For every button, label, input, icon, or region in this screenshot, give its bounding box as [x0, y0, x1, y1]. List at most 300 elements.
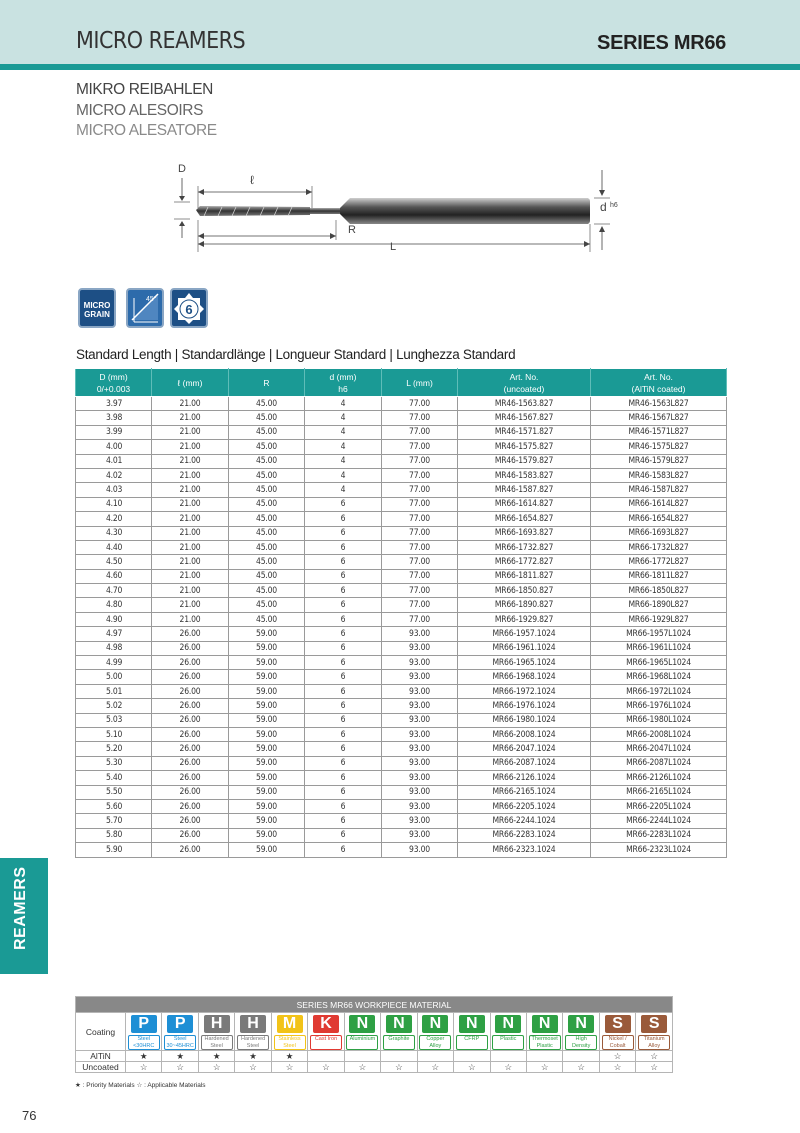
table-cell: MR46-1579L827	[591, 454, 727, 468]
label-D: D	[178, 163, 186, 175]
side-tab-label: REAMERS	[12, 866, 29, 950]
table-cell: 6	[305, 670, 382, 684]
table-cell: 5.70	[76, 814, 152, 828]
table-row	[76, 756, 727, 770]
table-cell: 77.00	[382, 468, 458, 482]
column-header-line1: L (mm)	[406, 377, 433, 388]
material-letter: N	[459, 1015, 485, 1033]
table-cell: 6	[305, 555, 382, 569]
table-cell: 59.00	[229, 727, 305, 741]
table-cell: 6	[305, 771, 382, 785]
table-cell: 5.60	[76, 799, 152, 813]
table-cell: MR66-1980.1024	[458, 713, 591, 727]
table-row	[76, 670, 727, 684]
material-cell	[599, 1013, 635, 1051]
table-cell: 4	[305, 468, 382, 482]
table-cell: 4.70	[76, 584, 152, 598]
table-cell: 59.00	[229, 670, 305, 684]
column-header	[152, 369, 229, 397]
table-cell: 21.00	[152, 440, 229, 454]
table-cell: 93.00	[382, 670, 458, 684]
table-cell: 5.80	[76, 828, 152, 842]
material-letter: N	[532, 1015, 558, 1033]
column-header	[458, 369, 591, 397]
table-cell: 6	[305, 713, 382, 727]
material-name: Titanium Alloy	[638, 1035, 670, 1050]
table-cell: 93.00	[382, 742, 458, 756]
table-cell: 93.00	[382, 684, 458, 698]
table-cell: MR66-1968.1024	[458, 670, 591, 684]
table-cell: 6	[305, 598, 382, 612]
table-cell: 21.00	[152, 555, 229, 569]
material-name: Cast Iron	[310, 1035, 342, 1050]
micro-grain-icon-text: MICRO GRAIN	[83, 301, 111, 319]
table-cell: MR66-1732.827	[458, 540, 591, 554]
table-cell: MR66-1890.827	[458, 598, 591, 612]
table-cell: 6	[305, 799, 382, 813]
table-cell: 93.00	[382, 828, 458, 842]
table-cell: 4.99	[76, 656, 152, 670]
table-cell: 6	[305, 814, 382, 828]
table-cell: 45.00	[229, 483, 305, 497]
table-cell: MR66-1972L1024	[591, 684, 727, 698]
table-cell: 77.00	[382, 440, 458, 454]
table-cell: 93.00	[382, 713, 458, 727]
table-cell: MR66-1957L1024	[591, 627, 727, 641]
material-letter: P	[131, 1015, 157, 1033]
table-row	[76, 742, 727, 756]
table-row	[76, 684, 727, 698]
material-legend: ★ : Priority Materials ☆ : Applicable Materials	[75, 1082, 206, 1089]
table-cell: 5.30	[76, 756, 152, 770]
table-cell: MR46-1583L827	[591, 468, 727, 482]
material-name: Plastic	[492, 1035, 524, 1050]
material-cell	[526, 1013, 562, 1051]
table-cell: MR66-1772.827	[458, 555, 591, 569]
suitability-mark	[454, 1051, 490, 1062]
table-cell: 21.00	[152, 584, 229, 598]
table-cell: MR66-2047.1024	[458, 742, 591, 756]
table-cell: MR66-2165L1024	[591, 785, 727, 799]
table-cell: 45.00	[229, 425, 305, 439]
table-cell: 6	[305, 843, 382, 857]
column-header-line2: (AlTiN coated)	[631, 383, 686, 394]
table-cell: 6	[305, 526, 382, 540]
table-cell: 3.99	[76, 425, 152, 439]
table-cell: MR46-1571L827	[591, 425, 727, 439]
table-cell: 5.10	[76, 727, 152, 741]
table-cell: 93.00	[382, 727, 458, 741]
table-cell: 4.03	[76, 483, 152, 497]
suitability-mark: ☆	[599, 1051, 635, 1062]
material-letter: N	[495, 1015, 521, 1033]
table-cell: MR66-1654L827	[591, 512, 727, 526]
suitability-mark: ☆	[162, 1062, 198, 1073]
table-cell: MR66-2283L1024	[591, 828, 727, 842]
table-cell: 21.00	[152, 397, 229, 411]
material-cell	[271, 1013, 307, 1051]
suitability-mark: ☆	[526, 1062, 562, 1073]
table-cell: MR66-2205L1024	[591, 799, 727, 813]
table-cell: 26.00	[152, 828, 229, 842]
table-row	[76, 814, 727, 828]
table-cell: 21.00	[152, 468, 229, 482]
table-cell: 6	[305, 828, 382, 842]
table-row	[76, 454, 727, 468]
table-cell: 26.00	[152, 771, 229, 785]
column-header-line2: 0/+0.003	[96, 383, 131, 394]
table-cell: MR66-1976.1024	[458, 699, 591, 713]
material-letter: K	[313, 1015, 339, 1033]
table-row	[76, 799, 727, 813]
table-row	[76, 785, 727, 799]
table-cell: 4	[305, 454, 382, 468]
suitability-mark: ☆	[308, 1062, 344, 1073]
table-cell: 3.97	[76, 397, 152, 411]
table-cell: 4	[305, 425, 382, 439]
table-cell: 59.00	[229, 641, 305, 655]
suitability-mark: ★	[271, 1051, 307, 1062]
table-cell: MR66-1929L827	[591, 612, 727, 626]
material-name: Thermoset Plastic	[529, 1035, 561, 1050]
table-cell: 93.00	[382, 627, 458, 641]
coating-row-label: AlTiN	[76, 1051, 126, 1062]
subtitle-block	[76, 80, 217, 142]
suitability-mark: ☆	[126, 1062, 162, 1073]
table-cell: MR66-2008.1024	[458, 727, 591, 741]
table-cell: 21.00	[152, 598, 229, 612]
table-cell: 45.00	[229, 612, 305, 626]
suitability-mark: ☆	[563, 1062, 599, 1073]
table-cell: 59.00	[229, 713, 305, 727]
table-cell: 6	[305, 756, 382, 770]
table-cell: MR66-2244.1024	[458, 814, 591, 828]
column-header	[76, 369, 152, 397]
table-cell: 6	[305, 540, 382, 554]
table-cell: 4.02	[76, 468, 152, 482]
material-cell	[198, 1013, 234, 1051]
suitability-mark	[417, 1051, 453, 1062]
suitability-mark: ☆	[636, 1062, 673, 1073]
table-cell: 26.00	[152, 627, 229, 641]
table-cell: 45.00	[229, 584, 305, 598]
table-cell: 77.00	[382, 397, 458, 411]
table-cell: 6	[305, 627, 382, 641]
table-cell: MR66-2244L1024	[591, 814, 727, 828]
table-cell: 77.00	[382, 497, 458, 511]
table-cell: 26.00	[152, 814, 229, 828]
table-cell: 6	[305, 699, 382, 713]
table-cell: 59.00	[229, 785, 305, 799]
table-row	[76, 397, 727, 411]
table-cell: 45.00	[229, 512, 305, 526]
table-row	[76, 440, 727, 454]
table-cell: MR66-2087L1024	[591, 756, 727, 770]
table-cell: 59.00	[229, 828, 305, 842]
table-cell: 59.00	[229, 684, 305, 698]
table-row	[76, 497, 727, 511]
table-cell: 5.00	[76, 670, 152, 684]
table-cell: 21.00	[152, 497, 229, 511]
table-cell: 77.00	[382, 454, 458, 468]
table-cell: 45.00	[229, 454, 305, 468]
material-name: Steel <30HRC	[128, 1035, 160, 1050]
table-cell: MR66-1614L827	[591, 497, 727, 511]
table-cell: 45.00	[229, 411, 305, 425]
coating-label: Coating	[76, 1013, 126, 1051]
column-header-line2: (uncoated)	[503, 383, 545, 394]
table-row	[76, 411, 727, 425]
table-cell: MR66-2165.1024	[458, 785, 591, 799]
table-cell: 93.00	[382, 756, 458, 770]
material-name: Hardened Steel	[201, 1035, 233, 1050]
suitability-mark	[308, 1051, 344, 1062]
table-cell: 21.00	[152, 526, 229, 540]
table-cell: 59.00	[229, 627, 305, 641]
subtitle-french: MICRO ALESOIRS	[76, 101, 204, 119]
material-letter: P	[167, 1015, 193, 1033]
table-cell: MR66-2087.1024	[458, 756, 591, 770]
table-cell: MR66-2323.1024	[458, 843, 591, 857]
column-header-line1: d (mm)	[329, 371, 357, 382]
material-cell	[417, 1013, 453, 1051]
material-letter: H	[204, 1015, 230, 1033]
table-cell: 4.01	[76, 454, 152, 468]
table-row	[76, 843, 727, 857]
column-header-line1: D (mm)	[99, 371, 128, 382]
table-row	[76, 699, 727, 713]
material-name: Aluminium	[346, 1035, 378, 1050]
material-letter: N	[349, 1015, 375, 1033]
table-cell: 26.00	[152, 699, 229, 713]
table-row	[76, 656, 727, 670]
table-cell: MR46-1567.827	[458, 411, 591, 425]
table-cell: 6	[305, 656, 382, 670]
table-row	[76, 713, 727, 727]
material-letter: S	[641, 1015, 667, 1033]
material-name: Stainless Steel	[274, 1035, 306, 1050]
table-cell: 77.00	[382, 483, 458, 497]
coating-row	[76, 1051, 673, 1062]
table-cell: MR46-1571.827	[458, 425, 591, 439]
table-row	[76, 727, 727, 741]
suitability-mark: ★	[162, 1051, 198, 1062]
table-row	[76, 526, 727, 540]
table-cell: 4	[305, 440, 382, 454]
suitability-mark: ★	[126, 1051, 162, 1062]
table-row	[76, 468, 727, 482]
material-table-title: SERIES MR66 WORKPIECE MATERIAL	[76, 997, 673, 1013]
table-cell: MR66-2205.1024	[458, 799, 591, 813]
material-name: Steel 30~45HRC	[164, 1035, 196, 1050]
table-cell: MR66-1961.1024	[458, 641, 591, 655]
table-cell: 77.00	[382, 584, 458, 598]
table-cell: 26.00	[152, 843, 229, 857]
material-letter: N	[568, 1015, 594, 1033]
suitability-mark: ☆	[490, 1062, 526, 1073]
suitability-mark: ☆	[417, 1062, 453, 1073]
table-cell: 6	[305, 785, 382, 799]
table-cell: MR66-1965L1024	[591, 656, 727, 670]
table-cell: MR46-1575.827	[458, 440, 591, 454]
table-cell: MR66-2126L1024	[591, 771, 727, 785]
suitability-mark: ☆	[344, 1062, 380, 1073]
table-cell: 4.60	[76, 569, 152, 583]
material-cell	[126, 1013, 162, 1051]
table-cell: 26.00	[152, 641, 229, 655]
table-cell: 93.00	[382, 843, 458, 857]
table-cell: 5.90	[76, 843, 152, 857]
table-cell: 26.00	[152, 785, 229, 799]
table-cell: MR46-1587L827	[591, 483, 727, 497]
table-cell: MR66-1614.827	[458, 497, 591, 511]
suitability-mark	[381, 1051, 417, 1062]
suitability-mark	[490, 1051, 526, 1062]
table-cell: MR66-1972.1024	[458, 684, 591, 698]
material-letter: H	[240, 1015, 266, 1033]
table-cell: MR66-1957.1024	[458, 627, 591, 641]
micro-grain-icon	[78, 288, 116, 328]
table-cell: 26.00	[152, 670, 229, 684]
table-cell: 4.40	[76, 540, 152, 554]
table-cell: 4	[305, 411, 382, 425]
table-cell: MR66-1693L827	[591, 526, 727, 540]
column-header	[305, 369, 382, 397]
table-cell: MR46-1587.827	[458, 483, 591, 497]
material-name: High Density	[565, 1035, 597, 1050]
table-cell: 45.00	[229, 598, 305, 612]
column-header	[382, 369, 458, 397]
table-cell: 6	[305, 497, 382, 511]
suitability-mark: ☆	[381, 1062, 417, 1073]
six-flutes-icon	[170, 288, 208, 328]
table-cell: 59.00	[229, 843, 305, 857]
table-cell: 6	[305, 641, 382, 655]
table-cell: 77.00	[382, 512, 458, 526]
column-header-line1: Art. No.	[509, 371, 539, 382]
table-row	[76, 425, 727, 439]
spec-table-body	[76, 397, 727, 858]
table-cell: MR66-2047L1024	[591, 742, 727, 756]
table-cell: MR66-1850L827	[591, 584, 727, 598]
column-header-line2: h6	[338, 383, 348, 394]
spec-table	[75, 368, 727, 858]
suitability-mark: ☆	[198, 1062, 234, 1073]
coating-row	[76, 1062, 673, 1073]
table-cell: 26.00	[152, 756, 229, 770]
table-cell: MR46-1563L827	[591, 397, 727, 411]
table-cell: 26.00	[152, 727, 229, 741]
material-letter: S	[605, 1015, 631, 1033]
table-cell: 59.00	[229, 699, 305, 713]
table-cell: 77.00	[382, 612, 458, 626]
material-cell	[636, 1013, 673, 1051]
table-cell: MR66-1980L1024	[591, 713, 727, 727]
table-cell: 45.00	[229, 497, 305, 511]
table-cell: 26.00	[152, 713, 229, 727]
table-cell: 21.00	[152, 425, 229, 439]
table-cell: 26.00	[152, 656, 229, 670]
table-cell: MR66-2008L1024	[591, 727, 727, 741]
series-title: SERIES MR66	[597, 32, 726, 54]
suitability-mark: ☆	[636, 1051, 673, 1062]
table-cell: 21.00	[152, 483, 229, 497]
suitability-mark: ☆	[599, 1062, 635, 1073]
table-cell: 5.40	[76, 771, 152, 785]
table-cell: 77.00	[382, 569, 458, 583]
table-cell: 26.00	[152, 742, 229, 756]
table-cell: MR66-1965.1024	[458, 656, 591, 670]
table-cell: 6	[305, 727, 382, 741]
table-cell: 77.00	[382, 526, 458, 540]
column-header-line1: R	[263, 377, 270, 388]
table-cell: MR66-1811.827	[458, 569, 591, 583]
table-cell: 21.00	[152, 540, 229, 554]
table-cell: MR66-1961L1024	[591, 641, 727, 655]
table-cell: 5.01	[76, 684, 152, 698]
table-cell: MR46-1575L827	[591, 440, 727, 454]
table-cell: 45.00	[229, 440, 305, 454]
table-cell: 4.98	[76, 641, 152, 655]
material-name: Copper Alloy	[419, 1035, 451, 1050]
table-cell: MR66-1850.827	[458, 584, 591, 598]
table-cell: 4.30	[76, 526, 152, 540]
table-cell: MR66-1772L827	[591, 555, 727, 569]
six-flutes-icon-text: 6	[185, 302, 193, 317]
table-cell: 4.00	[76, 440, 152, 454]
page-title: MICRO REAMERS	[76, 28, 246, 54]
helix-45-icon	[126, 288, 164, 328]
suitability-mark	[344, 1051, 380, 1062]
material-letter: N	[386, 1015, 412, 1033]
material-cell	[454, 1013, 490, 1051]
material-cell	[563, 1013, 599, 1051]
table-row	[76, 828, 727, 842]
table-cell: 4.50	[76, 555, 152, 569]
label-l: ℓ	[250, 173, 254, 187]
material-letter: N	[422, 1015, 448, 1033]
material-cell	[308, 1013, 344, 1051]
suitability-mark: ☆	[454, 1062, 490, 1073]
suitability-mark	[526, 1051, 562, 1062]
table-cell: 21.00	[152, 512, 229, 526]
material-cell	[235, 1013, 271, 1051]
table-cell: 93.00	[382, 785, 458, 799]
table-row	[76, 540, 727, 554]
table-cell: 21.00	[152, 569, 229, 583]
suitability-mark: ★	[235, 1051, 271, 1062]
section-title: Standard Length | Standardlänge | Longueur Standard | Lunghezza Standard	[76, 347, 516, 362]
table-cell: 59.00	[229, 771, 305, 785]
label-R: R	[348, 224, 356, 236]
table-cell: 59.00	[229, 742, 305, 756]
suitability-mark: ★	[198, 1051, 234, 1062]
material-name: Graphite	[383, 1035, 415, 1050]
table-row	[76, 627, 727, 641]
table-cell: MR66-1890L827	[591, 598, 727, 612]
table-cell: 4.90	[76, 612, 152, 626]
header-rule	[0, 64, 800, 70]
table-cell: 26.00	[152, 799, 229, 813]
column-header	[591, 369, 727, 397]
table-cell: 77.00	[382, 425, 458, 439]
table-cell: 4.10	[76, 497, 152, 511]
table-cell: 6	[305, 584, 382, 598]
coating-row-label: Uncoated	[76, 1062, 126, 1073]
table-row	[76, 612, 727, 626]
table-cell: 4.97	[76, 627, 152, 641]
table-cell: 45.00	[229, 397, 305, 411]
